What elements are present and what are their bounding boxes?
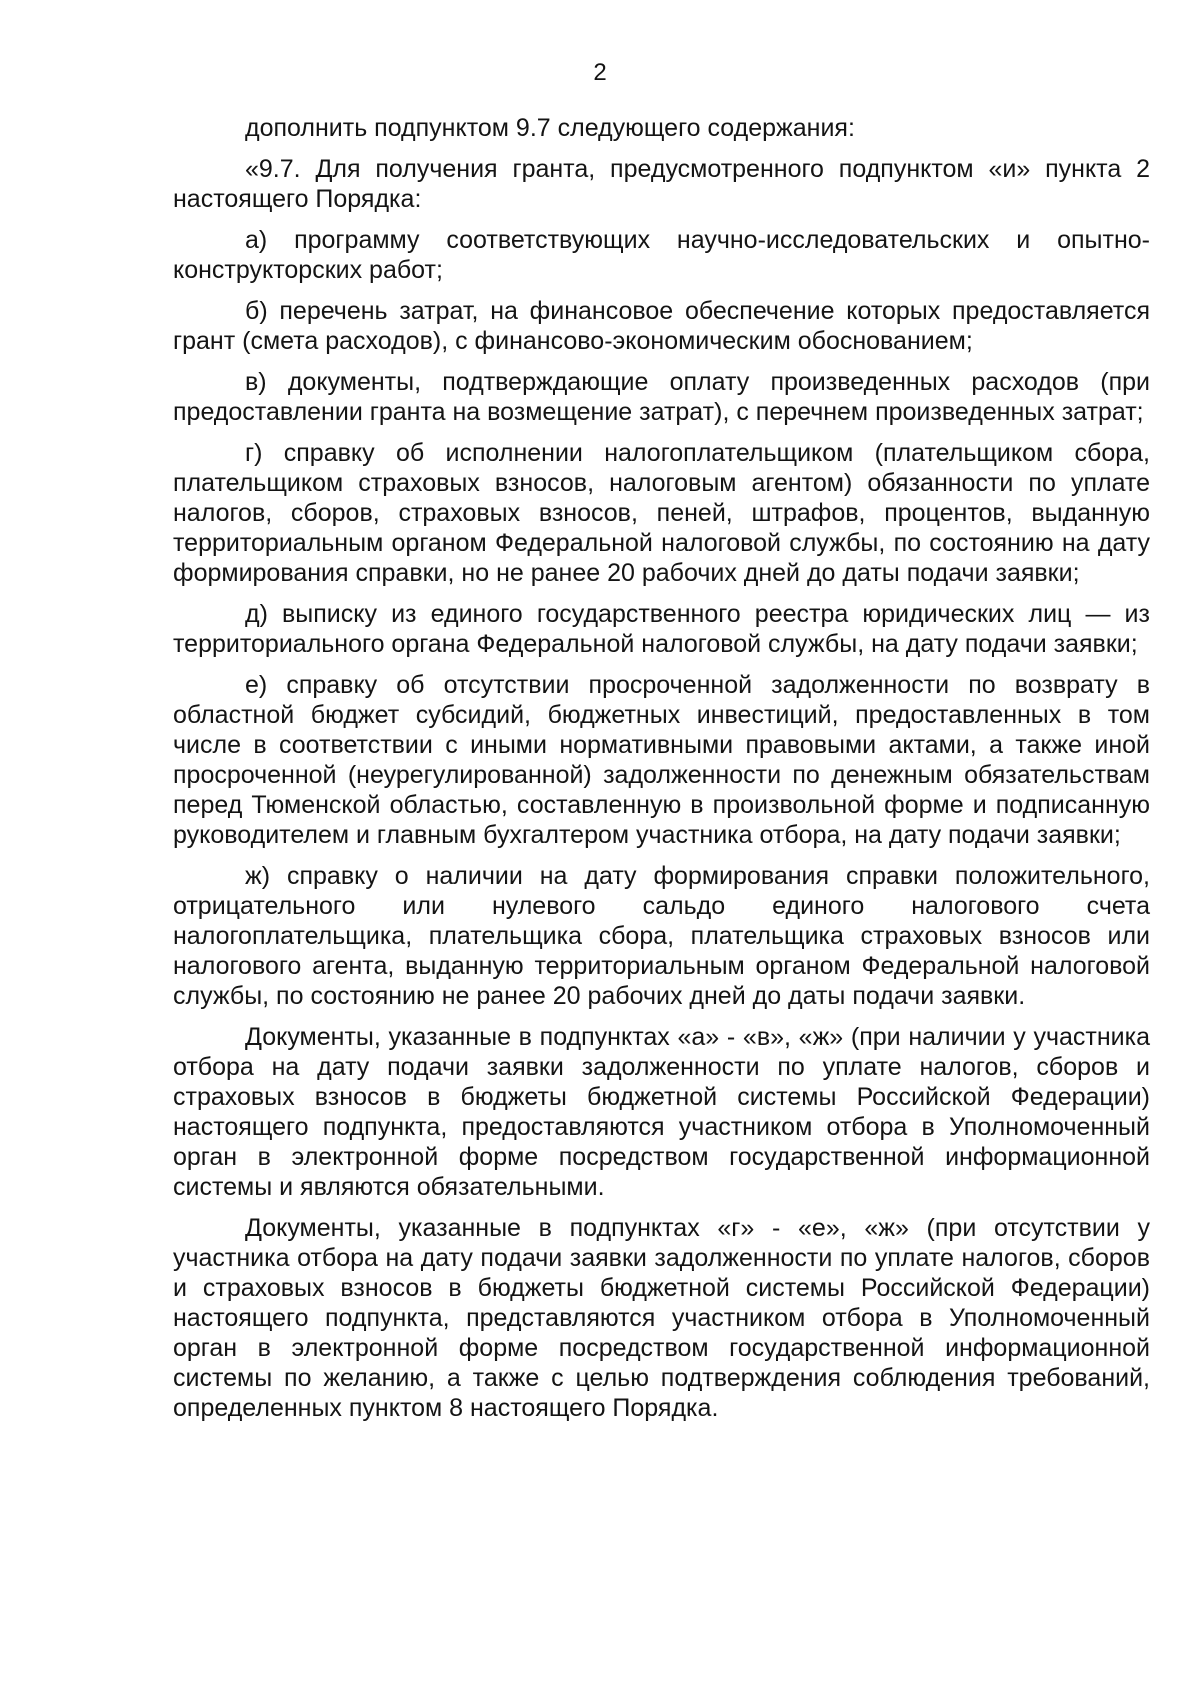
- paragraph-item-v: в) документы, подтверждающие оплату произведенных расходов (при предоставлении гранта на возмещение затрат), с перечнем произведенных затрат;: [173, 368, 1150, 426]
- document-body: [173, 113, 1150, 1434]
- paragraph-9-7-heading: «9.7. Для получения гранта, предусмотренного подпунктом «и» пункта 2 настоящего Порядка:: [173, 155, 1150, 213]
- paragraph-documents-optional: Документы, указанные в подпунктах «г» - «е», «ж» (при отсутствии у участника отбора на дату подачи заявки задолженности по уплате налогов, сборов и страховых взносов в бюджеты бюджетной системы Российской Федерации) настоящего подпункта, представляются участником отбора в Уполномоченный орган в электронной форме посредством государственной информационной системы по желанию, а также с целью подтверждения соблюдения требований, определенных пунктом 8 настоящего Порядка.: [173, 1214, 1150, 1422]
- paragraph-intro: дополнить подпунктом 9.7 следующего содержания:: [245, 114, 855, 142]
- page-number: 2: [593, 59, 607, 86]
- paragraph-item-d: д) выписку из единого государственного реестра юридических лиц — из территориального органа Федеральной налоговой службы, на дату подачи заявки;: [173, 600, 1150, 658]
- paragraph-item-a: а) программу соответствующих научно-исследовательских и опытно-конструкторских работ;: [173, 226, 1150, 284]
- paragraph-documents-mandatory: Документы, указанные в подпунктах «а» - «в», «ж» (при наличии у участника отбора на дату подачи заявки задолженности по уплате налогов, сборов и страховых взносов в бюджеты бюджетной системы Российской Федерации) настоящего подпункта, предоставляются участником отбора в Уполномоченный орган в электронной форме посредством государственной информационной системы и являются обязательными.: [173, 1023, 1150, 1201]
- paragraph-item-b: б) перечень затрат, на финансовое обеспечение которых предоставляется грант (смета расходов), с финансово-экономическим обоснованием;: [173, 297, 1150, 355]
- paragraph-item-e: е) справку об отсутствии просроченной задолженности по возврату в областной бюджет субсидий, бюджетных инвестиций, предоставленных в том числе в соответствии с иными нормативными правовыми актами, а также иной просроченной (неурегулированной) задолженности по денежным обязательствам перед Тюменской областью, составленную в произвольной форме и подписанную руководителем и главным бухгалтером участника отбора, на дату подачи заявки;: [173, 671, 1150, 849]
- paragraph-item-zh: ж) справку о наличии на дату формирования справки положительного, отрицательного или нулевого сальдо единого налогового счета налогоплательщика, плательщика сбора, плательщика страховых взносов или налогового агента, выданную территориальным органом Федеральной налоговой службы, по состоянию не ранее 20 рабочих дней до даты подачи заявки.: [173, 862, 1150, 1010]
- paragraph-item-g: г) справку об исполнении налогоплательщиком (плательщиком сбора, плательщиком страховых взносов, налоговым агентом) обязанности по уплате налогов, сборов, страховых взносов, пеней, штрафов, процентов, выданную территориальным органом Федеральной налоговой службы, по состоянию на дату формирования справки, но не ранее 20 рабочих дней до даты подачи заявки;: [173, 439, 1150, 587]
